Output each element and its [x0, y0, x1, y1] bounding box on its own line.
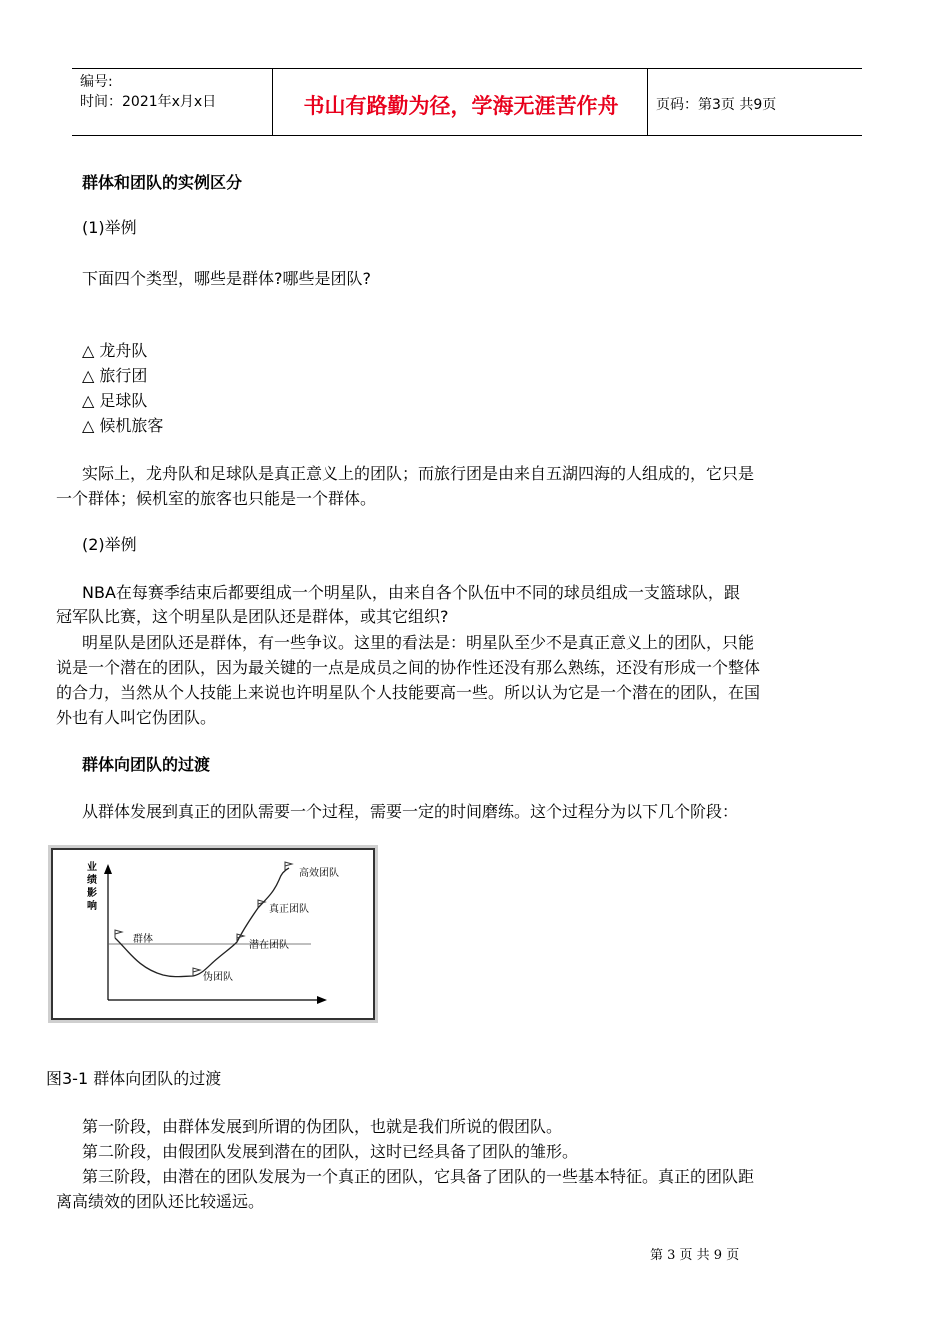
stage-line-4: 离高绩效的团队还比较遥远。 — [56, 1192, 265, 1211]
flag-icon — [115, 930, 122, 938]
header-bottom-rule — [72, 135, 862, 136]
stage-line-1: 第一阶段，由群体发展到所谓的伪团队，也就是我们所说的假团队。 — [82, 1117, 563, 1136]
nba-line-1: NBA在每赛季结束后都要组成一个明星队，由来自各个队伍中不同的球员组成一支篮球队，跟 — [82, 583, 740, 602]
figure-point-high — [285, 862, 339, 879]
star-line-1: 明星队是团队还是群体，有一些争议。这里的看法是：明星队至少不是真正意义上的团队，只能 — [82, 633, 755, 652]
figure-point-potential — [237, 934, 289, 951]
figure-point-group — [115, 930, 153, 945]
header-top-rule — [72, 68, 862, 69]
nba-line-2: 冠军队比赛，这个明星队是团队还是群体，或其它组织? — [56, 607, 449, 626]
team-transition-figure — [51, 848, 375, 1020]
answer-line-2: 一个群体；候机室的旅客也只能是一个群体。 — [56, 489, 377, 508]
stage-line-2: 第二阶段，由假团队发展到潜在的团队，这时已经具备了团队的雏形。 — [82, 1142, 579, 1161]
figure-point-label: 真正团队 — [269, 904, 309, 915]
list-item: △ 龙舟队 — [82, 341, 148, 360]
figure-point-label: 伪团队 — [203, 972, 233, 983]
footer-page-number: 第 3 页 共 9 页 — [650, 1248, 740, 1263]
star-line-2: 说是一个潜在的团队，因为最关键的一点是成员之间的协作性还没有那么熟练，还没有形成一个整体 — [56, 658, 761, 677]
section2-heading: 群体向团队的过渡 — [82, 755, 211, 774]
header-motto: 书山有路勤为径，学海无涯苦作舟 — [303, 94, 619, 118]
question-text: 下面四个类型，哪些是群体?哪些是团队? — [82, 269, 371, 288]
section1-heading: 群体和团队的实例区分 — [82, 173, 243, 192]
star-line-4: 外也有人叫它伪团队。 — [56, 708, 217, 727]
list-item: △ 旅行团 — [82, 366, 148, 385]
section2-intro: 从群体发展到真正的团队需要一个过程，需要一定的时间磨练。这个过程分为以下几个阶段： — [82, 802, 739, 821]
x-axis-arrow — [317, 996, 327, 1004]
header-meta — [80, 72, 216, 112]
figure-point-real — [258, 900, 309, 915]
header-divider-right — [647, 69, 648, 136]
figure-point-label: 潜在团队 — [249, 940, 289, 951]
example2-label: (2)举例 — [82, 535, 137, 554]
y-axis-label — [87, 860, 97, 912]
header-number: 编号: — [80, 74, 113, 90]
header-divider-left — [272, 69, 273, 136]
star-line-3: 的合力，当然从个人技能上来说也许明星队个人技能要高一些。所以认为它是一个潜在的团队，在国 — [56, 683, 761, 702]
figure-svg — [53, 850, 373, 1018]
header-time: 时间：2021年x月x日 — [80, 94, 217, 110]
list-item: △ 候机旅客 — [82, 416, 164, 435]
figure-caption: 图3-1 群体向团队的过渡 — [46, 1069, 222, 1088]
stage-line-3: 第三阶段，由潜在的团队发展为一个真正的团队，它具备了团队的一些基本特征。真正的团队距 — [82, 1167, 755, 1186]
performance-curve — [115, 868, 289, 977]
figure-point-label: 高效团队 — [299, 868, 339, 879]
example1-label: (1)举例 — [82, 218, 137, 237]
list-item: △ 足球队 — [82, 391, 148, 410]
svg-text:业绩影响: 业绩影响 — [87, 862, 97, 912]
y-axis-arrow — [104, 864, 112, 874]
figure-point-label: 群体 — [133, 934, 153, 945]
header-page-number: 页码：第3页 共9页 — [656, 97, 777, 113]
figure-point-pseudo — [193, 968, 233, 983]
answer-line-1: 实际上，龙舟队和足球队是真正意义上的团队；而旅行团是由来自五湖四海的人组成的，它只是 — [82, 464, 755, 483]
